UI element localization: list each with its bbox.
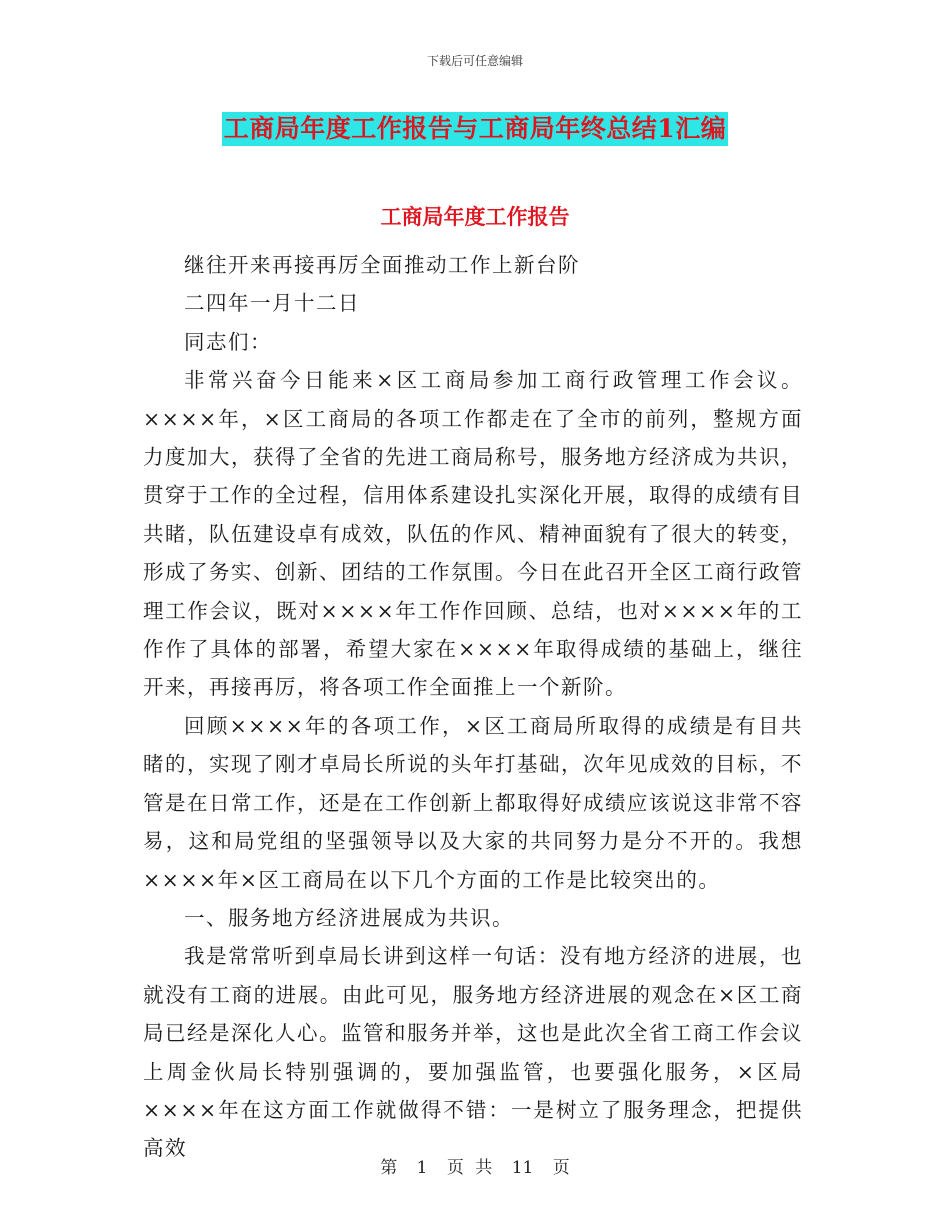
footer-suffix: 页 (552, 1158, 570, 1178)
paragraph-heading: 继往开来再接再厉全面推动工作上新台阶 (184, 253, 580, 277)
footer-prefix: 第 (380, 1158, 398, 1178)
paragraph: 非常兴奋今日能来×区工商局参加工商行政管理工作会议。××××年，×区工商局的各项工作都走在了全市的前列，整规方面力度加大，获得了全省的先进工商局称号，服务地方经济成为共识，贯穿于工作的全过程，信用体系建设扎实深化开展，取得的成绩有目共睹，队伍建设卓有成效，队伍的作风、精神面貌有了很大的转变，形成了务实、创新、团结的工作氛围。今日在此召开全区工商行政管理工作会议，既对××××年工作作回顾、总结，也对××××年的工作作了具体的部署，希望大家在××××年取得成绩的基础上，继往开来，再接再厉，将各项工作全面推上一个新阶。 (143, 368, 803, 700)
paragraph-salutation: 同志们： (184, 329, 272, 354)
section-title: 工商局年度工作报告 (380, 204, 570, 229)
paragraph: 回顾××××年的各项工作，×区工商局所取得的成绩是有目共睹的，实现了刚才卓局长所说的头年打基础，次年见成效的目标，不管是在日常工作，还是在工作创新上都取得好成绩应该说这非常不容易，这和局党组的坚强领导以及大家的共同努力是分不开的。我想××××年×区工商局在以下几个方面的工作是比较突出的。 (143, 713, 803, 892)
document-body (143, 246, 803, 1168)
paragraph-section-heading: 一、服务地方经济进展成为共识。 (184, 905, 514, 930)
paragraph-date: 二四年一月十二日 (184, 291, 360, 316)
main-title: 工商局年度工作报告与工商局年终总结1汇编 (222, 112, 728, 146)
footer-page-number: 1 (416, 1158, 428, 1178)
footer-total-pages: 11 (511, 1158, 534, 1178)
header-note: 下载后可任意编辑 (426, 54, 523, 68)
page-footer (0, 1153, 950, 1178)
main-title-container (0, 112, 950, 146)
paragraph: 我是常常听到卓局长讲到这样一句话：没有地方经济的进展，也就没有工商的进展。由此可见，服务地方经济进展的观念在×区工商局已经是深化人心。监管和服务并举，这也是此次全省工商工作会议上周金伙局长特别强调的，要加强监管，也要强化服务，×区局××××年在这方面工作就做得不错：一是树立了服务理念，把提供高效 (143, 944, 803, 1161)
footer-middle: 页 共 (446, 1158, 493, 1178)
